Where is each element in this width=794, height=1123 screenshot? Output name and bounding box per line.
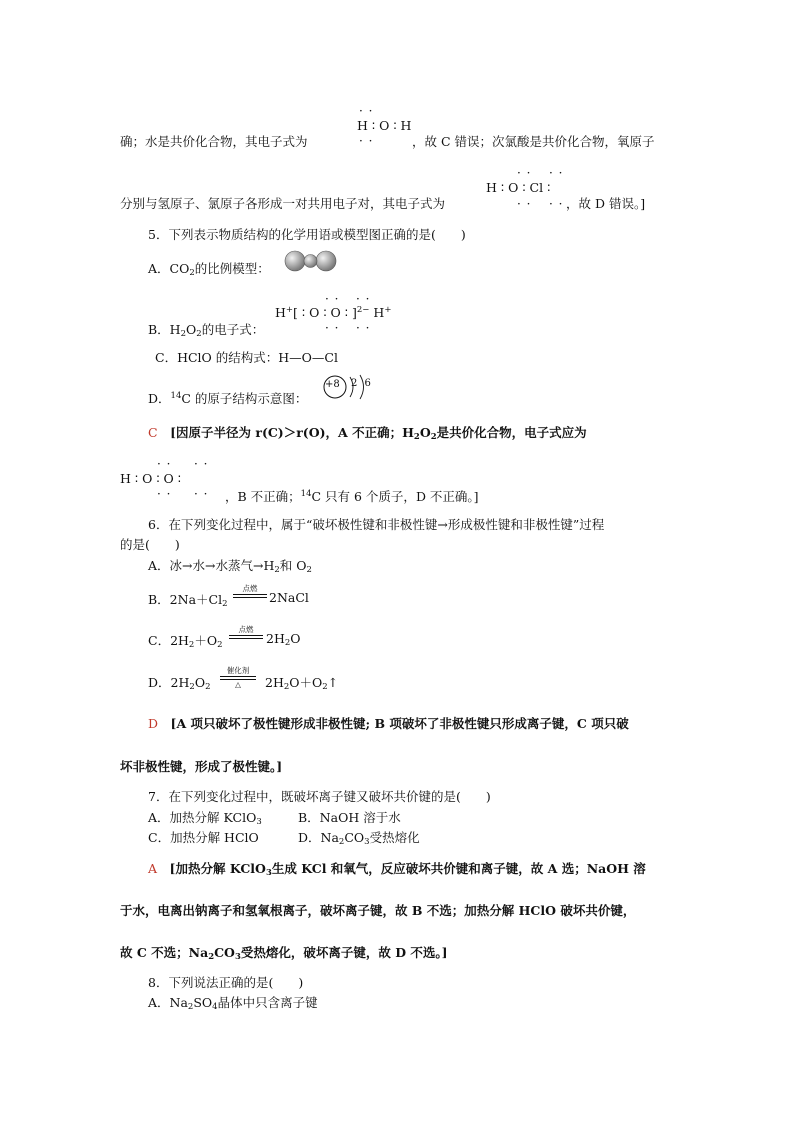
q6-option-b: B．$2Na+Cl_2$ <box>148 592 228 609</box>
q6-option-c: C．$2H_2+O_2$ <box>148 633 223 650</box>
atomic-structure-diagram <box>320 372 380 406</box>
reaction-condition: 点燃 <box>242 584 258 593</box>
question-6-stem: 6．在下列变化过程中，属于“破坏极性键和非极性键→形成极性键和非极性键”过程 <box>148 517 605 532</box>
text-line: ，故 D 错误。] <box>566 196 646 211</box>
dot-pair: · · <box>194 487 209 501</box>
reaction-arrow <box>220 665 256 689</box>
dot-pair: · · <box>359 104 374 118</box>
dot-pair: · · <box>356 321 371 335</box>
oxygen-atom <box>316 251 336 271</box>
electron-shells: 2 6 <box>351 378 373 389</box>
q5-option-a: A．$CO_2$的比例模型： <box>148 261 270 278</box>
dot-pair: · · <box>157 487 172 501</box>
reaction-condition: 点燃 <box>238 625 254 634</box>
q5-option-b: B．$H_2O_2$的电子式： <box>148 322 265 339</box>
dot-pair: · · <box>517 166 532 180</box>
co2-space-filling-model <box>283 249 339 273</box>
text-line: 确；水是共价化合物，其电子式为 <box>120 134 308 149</box>
q8-option-a: A．$Na_2SO_4$晶体中只含离子键 <box>148 995 318 1012</box>
reaction-arrow <box>233 583 267 598</box>
text-line: ，故 C 错误；次氯酸是共价化合物，氧原子 <box>412 134 655 149</box>
q7-answer-line3: 故 C 不选；$Na_2CO_3$受热熔化，破坏离子键，故 D 不选。] <box>120 945 448 962</box>
reaction-arrow <box>229 624 263 639</box>
question-6-stem-cont: 的是( ) <box>120 537 180 552</box>
dot-pair: · · <box>356 292 371 306</box>
q6-option-a: A．冰→水→水蒸气$\to H_2$和 $O_2$ <box>148 558 312 575</box>
dot-pair: · · <box>549 197 564 211</box>
q5-option-c: C．HClO 的结构式：H—O—Cl <box>155 350 338 365</box>
q7-option-c: C．加热分解 HClO <box>148 830 259 845</box>
q6-option-b-product: 2NaCl <box>269 590 309 605</box>
dot-pair: · · <box>549 166 564 180</box>
dot-pair: · · <box>359 134 374 148</box>
dot-pair: · · <box>517 197 532 211</box>
nucleus-charge: +8 <box>325 379 340 390</box>
electron-formula-h2o2-correct: H ∶ O ∶ O ∶ <box>120 471 182 486</box>
question-7-stem: 7．在下列变化过程中，既破坏离子键又破坏共价键的是( ) <box>148 789 491 804</box>
reaction-catalyst: 催化剂 <box>226 666 250 675</box>
q7-answer-line1: A [加热分解 KClO$_3$生成 KCl 和氧气，反应破坏共价键和离子键，故 A 选；NaOH 溶 <box>148 861 646 878</box>
reaction-heat: △ <box>235 680 241 689</box>
q7-option-a: A．加热分解 KClO$_3$ <box>148 810 262 827</box>
q7-answer-line2: 于水，电离出钠离子和氢氧根离子，破坏离子键，故 B 不选；加热分解 HClO 破坏共价键， <box>120 903 636 918</box>
q5-answer-line1: C [因原子半径为 r(C)＞r(O)，A 不正确；$H_2O_2$是共价化合物，电子式应为 <box>148 425 587 442</box>
q7-option-b: B．NaOH 溶于水 <box>298 810 401 825</box>
text-line: 分别与氢原子、氯原子各形成一对共用电子对，其电子式为 <box>120 196 446 211</box>
question-8-stem: 8．下列说法正确的是( ) <box>148 975 304 990</box>
electron-formula-h2o2-wrong: H+[ ∶ O ∶ O ∶ ]$^{2-}$ H+ <box>275 305 392 320</box>
q6-answer-line2: 坏非极性键，形成了极性键。] <box>120 759 283 774</box>
oxygen-atom <box>285 251 305 271</box>
electron-formula-hocl: H ∶ O ∶ Cl ∶ <box>486 180 551 195</box>
q6-answer-line1: D [A 项只破坏了极性键形成非极性键; B 项破坏了非极性键只形成离子键，C 项只破 <box>148 716 629 731</box>
carbon-atom <box>304 255 317 268</box>
q6-option-d: D．$2H_2O_2$ <box>148 675 211 692</box>
dot-pair: · · <box>157 457 172 471</box>
q5-option-d: D．$^{14}$C 的原子结构示意图： <box>148 391 308 406</box>
q5-answer-line2: ，B 不正确；$^{14}$C 只有 6 个质子，D 不正确。] <box>225 489 479 504</box>
dot-pair: · · <box>325 292 340 306</box>
dot-pair: · · <box>194 457 209 471</box>
q6-option-d-product: $2H_2O+O_2↑$ <box>265 675 339 692</box>
electron-formula-h2o: H ∶ O ∶ H <box>357 118 412 133</box>
q6-option-c-product: $2H_2O$ <box>266 631 301 648</box>
dot-pair: · · <box>325 321 340 335</box>
question-5-stem: 5．下列表示物质结构的化学用语或模型图正确的是( ) <box>148 227 466 242</box>
q7-option-d: D．$Na_2CO_3$受热熔化 <box>298 830 420 847</box>
